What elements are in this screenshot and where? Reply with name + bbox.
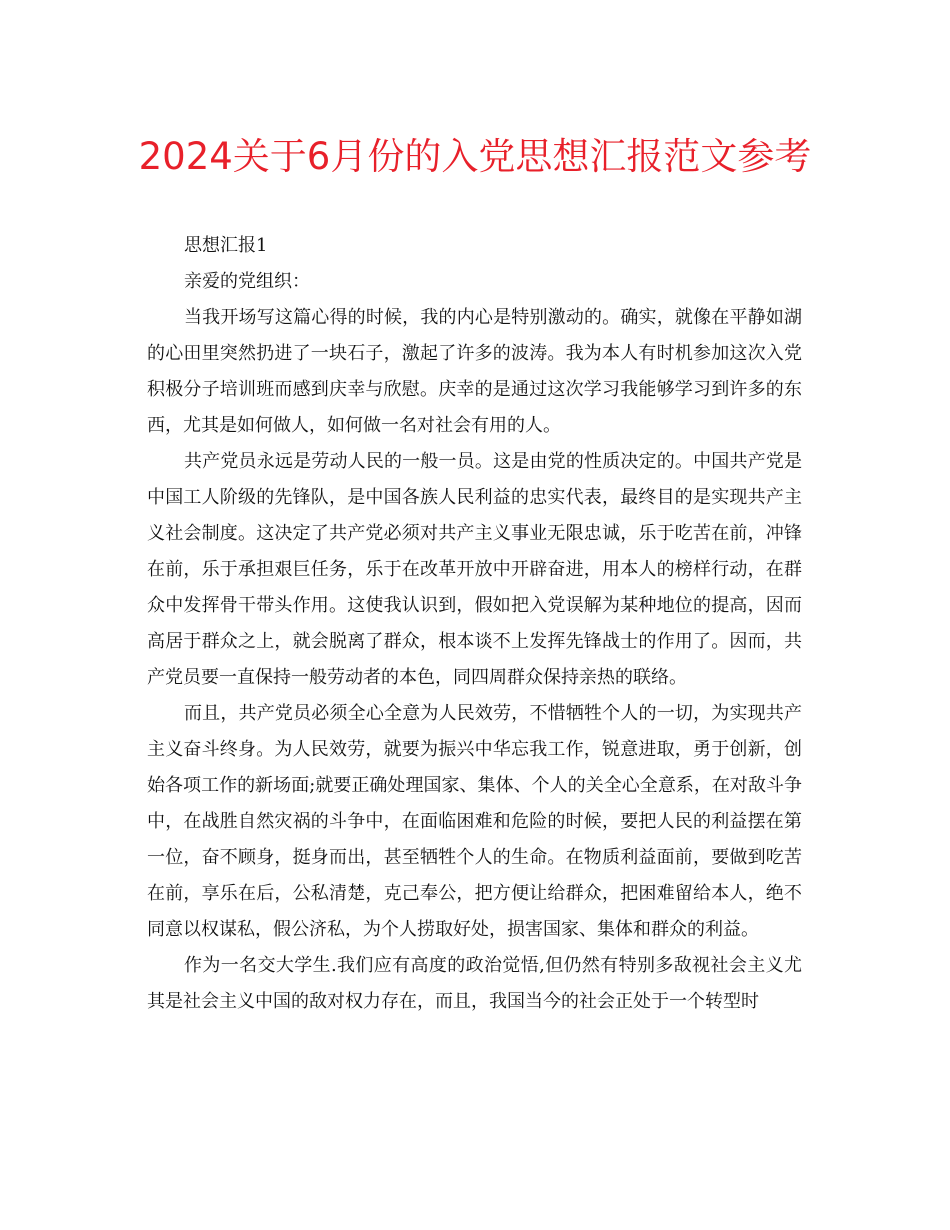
paragraph-1: 当我开场写这篇心得的时候，我的内心是特别激动的。确实，就像在平静如湖的心田里突然扔进了一块石子，激起了许多的波涛。我为本人有时机参加这次入党积极分子培训班而感到庆幸与欣慰。庆幸的是通过这次学习我能够学习到许多的东西，尤其是如何做人，如何做一名对社会有用的人。 <box>147 307 802 436</box>
paragraph-4: 作为一名交大学生.我们应有高度的政治觉悟,但仍然有特别多敌视社会主义尤其是社会主义中国的敌对权力存在，而且，我国当今的社会正处于一个转型时 <box>147 955 802 1012</box>
document-body <box>147 228 802 1020</box>
document-title: 2024关于6月份的入党思想汇报范文参考 <box>138 135 812 178</box>
salutation: 亲爱的党组织： <box>184 271 310 292</box>
section-heading: 思想汇报1 <box>184 235 268 256</box>
paragraph-2: 共产党员永远是劳动人民的一般一员。这是由党的性质决定的。中国共产党是中国工人阶级的先锋队，是中国各族人民利益的忠实代表，最终目的是实现共产主义社会制度。这决定了共产党必须对共产主义事业无限忠诚，乐于吃苦在前，冲锋在前，乐于承担艰巨任务，乐于在改革开放中开辟奋进，用本人的榜样行动，在群众中发挥骨干带头作用。这使我认识到，假如把入党误解为某种地位的提高，因而高居于群众之上，就会脱离了群众，根本谈不上发挥先锋战士的作用了。因而，共产党员要一直保持一般劳动者的本色，同四周群众保持亲热的联络。 <box>147 451 802 688</box>
paragraph-3: 而且，共产党员必须全心全意为人民效劳，不惜牺牲个人的一切，为实现共产主义奋斗终身。为人民效劳，就要为振兴中华忘我工作，锐意进取，勇于创新，创始各项工作的新场面;就要正确处理国家、集体、个人的关全心全意系，在对敌斗争中，在战胜自然灾祸的斗争中，在面临困难和危险的时候，要把人民的利益摆在第一位，奋不顾身，挺身而出，甚至牺牲个人的生命。在物质利益面前，要做到吃苦在前，享乐在后，公私清楚，克己奉公，把方便让给群众，把困难留给本人，绝不同意以权谋私，假公济私，为个人捞取好处，损害国家、集体和群众的利益。 <box>147 703 802 940</box>
